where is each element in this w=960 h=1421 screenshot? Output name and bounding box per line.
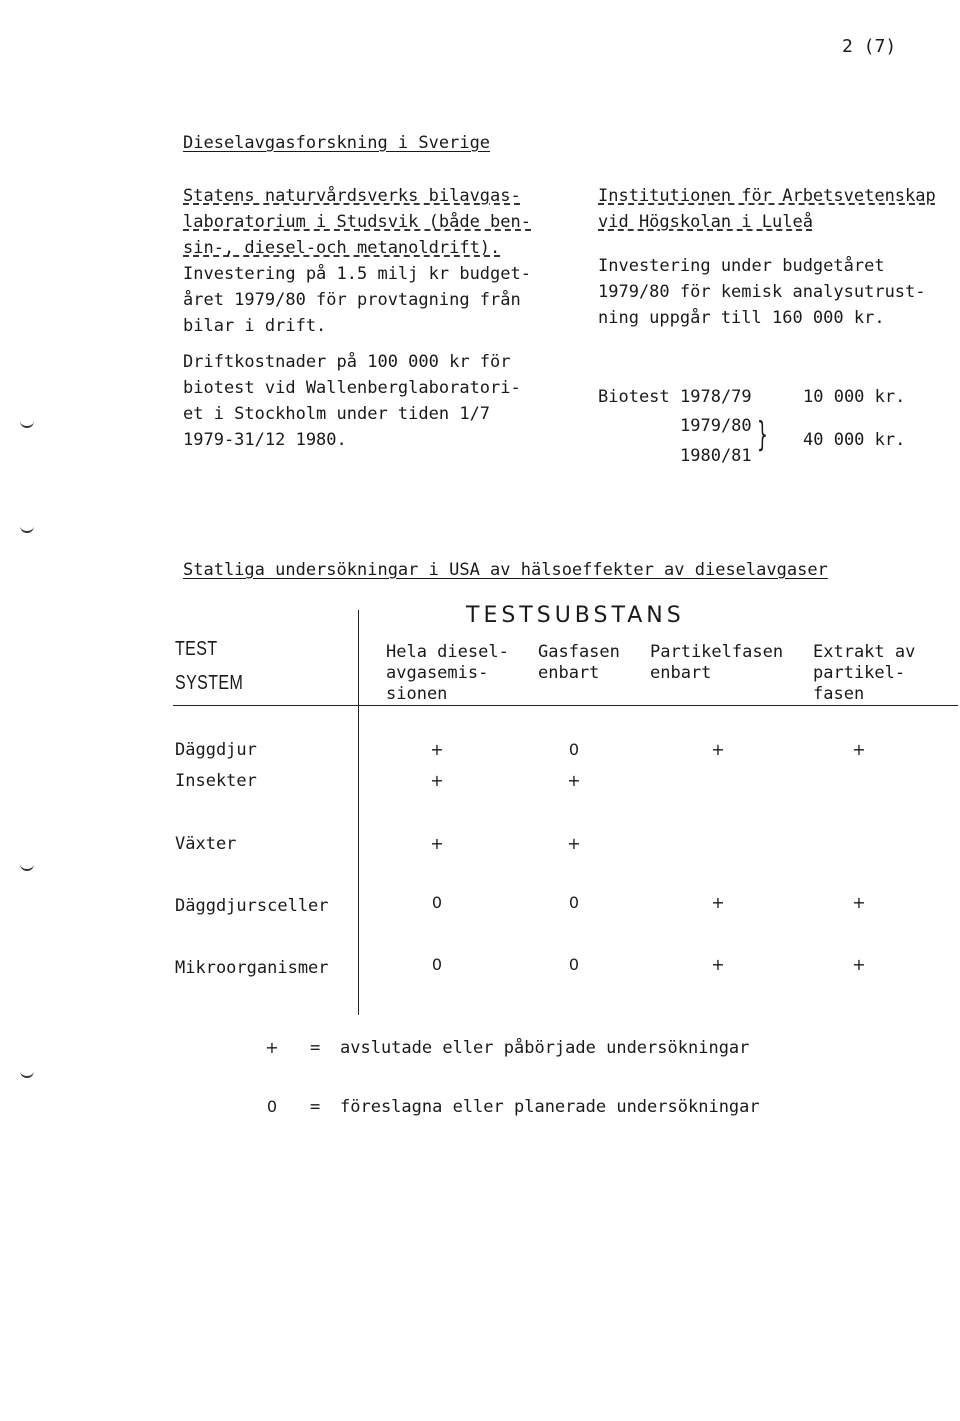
left-title-line-3: sin-, diesel-och metanoldrift). bbox=[183, 238, 501, 258]
column-header-2 bbox=[538, 642, 620, 684]
legend-equals: = bbox=[310, 1038, 321, 1058]
table-cell: 0 bbox=[568, 740, 580, 759]
left-body1-line-1: Investering på 1.5 milj kr budget- bbox=[183, 264, 531, 284]
margin-mark-icon bbox=[20, 420, 34, 428]
column-header-3-line-1: Partikelfasen bbox=[650, 642, 784, 662]
left-body1-line-3: bilar i drift. bbox=[183, 316, 327, 336]
table-cell: + bbox=[567, 834, 581, 853]
table-cell: + bbox=[711, 893, 725, 912]
column-header-2-line-2: enbart bbox=[538, 663, 600, 683]
margin-mark-icon bbox=[20, 1070, 34, 1078]
table-cell: + bbox=[430, 771, 444, 790]
table-cell: + bbox=[430, 834, 444, 853]
biotest-amount-1: 10 000 kr. bbox=[803, 387, 906, 407]
margin-mark-icon bbox=[20, 525, 34, 533]
table-cell: + bbox=[430, 740, 444, 759]
right-title-line-2: vid Högskolan i Luleå bbox=[598, 212, 813, 232]
table-vertical-rule bbox=[358, 610, 359, 1015]
column-header-1 bbox=[386, 642, 509, 705]
legend-symbol-plus: + bbox=[265, 1038, 279, 1057]
right-body1-line-1: Investering under budgetåret bbox=[598, 256, 885, 276]
table-cell: + bbox=[567, 771, 581, 790]
table-row-label: Däggdjursceller bbox=[175, 896, 329, 916]
table-row-label: Insekter bbox=[175, 771, 257, 791]
table-row-label: Växter bbox=[175, 834, 237, 854]
right-title-line-1: Institutionen för Arbetsvetenskap bbox=[598, 186, 936, 206]
group-header: TESTSUBSTANS bbox=[466, 603, 685, 628]
left-body2-line-4: 1979-31/12 1980. bbox=[183, 430, 347, 450]
biotest-amount-2: 40 000 kr. bbox=[803, 430, 906, 450]
legend-symbol-zero: 0 bbox=[266, 1097, 278, 1116]
table-cell: 0 bbox=[431, 893, 443, 912]
page-heading: Dieselavgasforskning i Sverige bbox=[183, 133, 491, 153]
margin-mark-icon bbox=[20, 863, 34, 871]
table-cell: + bbox=[852, 740, 866, 759]
section-title: Statliga undersökningar i USA av hälsoeffekter av dieselavgaser bbox=[183, 560, 828, 580]
table-cell: 0 bbox=[568, 955, 580, 974]
table-cell: + bbox=[711, 955, 725, 974]
brace-icon: } bbox=[757, 415, 768, 455]
column-header-1-line-2: avgasemis- bbox=[386, 663, 489, 683]
column-header-4-line-3: fasen bbox=[813, 684, 865, 704]
row-header-bottom: SYSTEM bbox=[175, 672, 244, 694]
table-cell: + bbox=[852, 955, 866, 974]
table-row-label: Däggdjur bbox=[175, 740, 257, 760]
legend-text-zero: föreslagna eller planerade undersökningar bbox=[340, 1097, 760, 1117]
left-body2-line-3: et i Stockholm under tiden 1/7 bbox=[183, 404, 491, 424]
right-body1-line-2: 1979/80 för kemisk analysutrust- bbox=[598, 282, 926, 302]
left-body2-line-1: Driftkostnader på 100 000 kr för bbox=[183, 352, 511, 372]
right-body1-line-3: ning uppgår till 160 000 kr. bbox=[598, 308, 885, 328]
column-header-2-line-1: Gasfasen bbox=[538, 642, 620, 662]
page-number: 2 (7) bbox=[842, 36, 897, 57]
left-body2-line-2: biotest vid Wallenberglaboratori- bbox=[183, 378, 521, 398]
left-body1-line-2: året 1979/80 för provtagning från bbox=[183, 290, 521, 310]
biotest-year-3: 1980/81 bbox=[680, 446, 752, 466]
column-header-4-line-2: partikel- bbox=[813, 663, 906, 683]
biotest-year-1: 1978/79 bbox=[680, 387, 752, 407]
biotest-year-2: 1979/80 bbox=[680, 416, 752, 436]
column-header-3 bbox=[650, 642, 783, 684]
biotest-label: Biotest bbox=[598, 387, 670, 407]
table-cell: 0 bbox=[431, 955, 443, 974]
table-row-label: Mikroorganismer bbox=[175, 958, 329, 978]
left-title-line-1: Statens naturvårdsverks bilavgas- bbox=[183, 186, 521, 206]
left-column bbox=[183, 183, 531, 453]
column-header-1-line-3: sionen bbox=[386, 684, 448, 704]
left-title-line-2: laboratorium i Studsvik (både ben- bbox=[183, 212, 531, 232]
column-header-4 bbox=[813, 642, 915, 705]
column-header-1-line-1: Hela diesel- bbox=[386, 642, 509, 662]
table-cell: + bbox=[852, 893, 866, 912]
legend-equals: = bbox=[310, 1097, 321, 1117]
right-column bbox=[598, 183, 936, 331]
column-header-4-line-1: Extrakt av bbox=[813, 642, 916, 662]
row-header-top: TEST bbox=[175, 638, 218, 660]
table-cell: + bbox=[711, 740, 725, 759]
legend-text-plus: avslutade eller påbörjade undersökningar bbox=[340, 1038, 750, 1058]
table-header-rule bbox=[173, 705, 958, 706]
column-header-3-line-2: enbart bbox=[650, 663, 712, 683]
table-cell: 0 bbox=[568, 893, 580, 912]
